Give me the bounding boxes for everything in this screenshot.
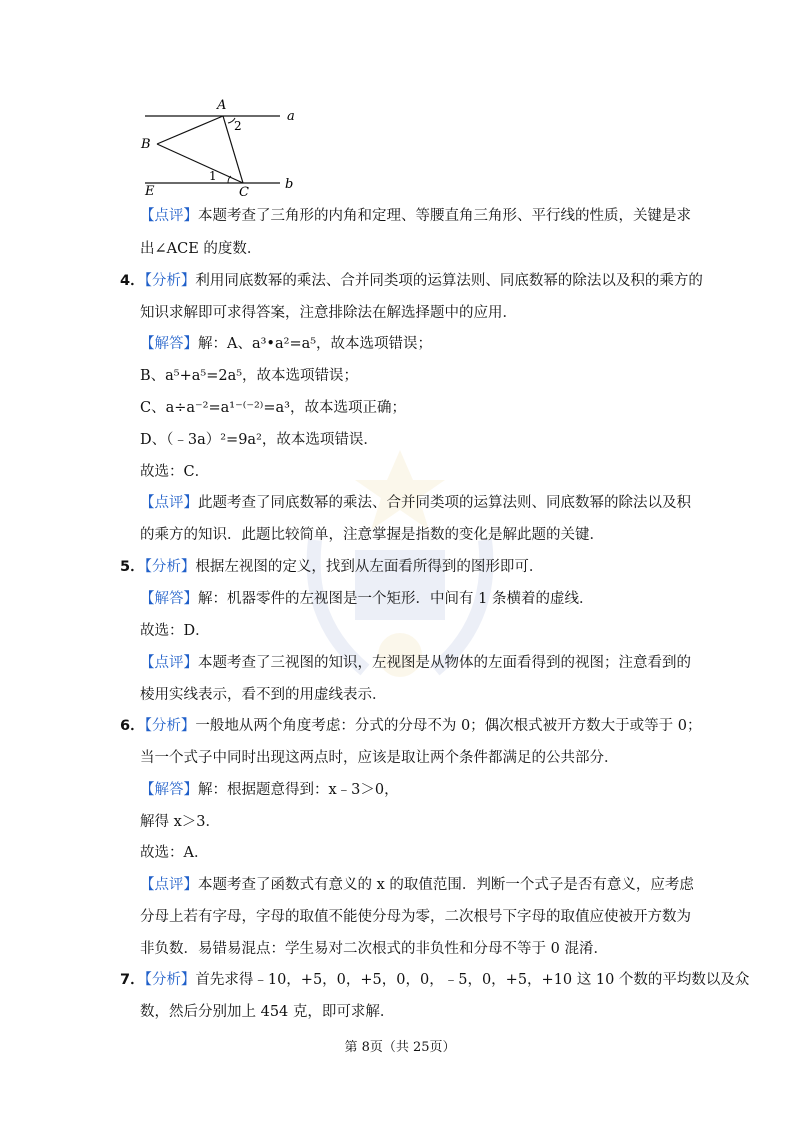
text-line — [140, 621, 210, 641]
text-line — [140, 493, 691, 513]
line-text: 故选：D． — [140, 623, 210, 639]
section-tag: 【点评】 — [140, 877, 198, 893]
line-text: 的乘方的知识．此题比较简单，注意掌握是指数的变化是解此题的关键． — [140, 527, 604, 543]
line-text: 故选：C． — [140, 464, 210, 480]
line-text: 本题考查了三视图的知识，左视图是从物体的左面看得到的视图；注意看到的 — [198, 655, 691, 671]
line-text: 数，然后分别加上 454 克，即可求解． — [140, 1004, 395, 1020]
text-line — [140, 462, 209, 482]
label-two: 2 — [234, 119, 242, 133]
text-line — [140, 206, 691, 226]
line-text: 解：A、a³•a²=a⁵，故本选项错误； — [198, 336, 433, 352]
text-line — [140, 589, 593, 609]
section-tag: 【点评】 — [140, 655, 198, 671]
section-tag: 【解答】 — [140, 782, 198, 798]
section-tag: 【解答】 — [140, 336, 198, 352]
line-text: D、（﹣3a）²=9a²，故本选项错误． — [140, 432, 378, 448]
text-line — [140, 748, 619, 768]
line-text: 知识求解即可求得答案，注意排除法在解选择题中的应用． — [140, 305, 517, 321]
section-tag: 【解答】 — [140, 591, 198, 607]
line-text: 本题考查了三角形的内角和定理、等腰直角三角形、平行线的性质，关键是求 — [198, 208, 691, 224]
text-line — [140, 875, 694, 895]
question-number: 6． — [120, 718, 145, 734]
line-text: 非负数．易错易混点：学生易对二次根式的非负性和分母不等于 0 混淆． — [140, 941, 608, 957]
section-tag: 【分析】 — [144, 718, 196, 734]
text-line — [140, 939, 608, 959]
line-text: 分母上若有字母，字母的取值不能使分母为零，二次根号下字母的取值应使被开方数为 — [140, 909, 691, 925]
line-text: B、a⁵+a⁵=2a⁵，故本选项错误； — [140, 368, 359, 384]
text-line — [140, 843, 208, 863]
text-line — [120, 557, 543, 577]
text-line — [120, 970, 749, 990]
question-number: 5． — [120, 559, 145, 575]
text-line — [140, 430, 378, 450]
text-line — [140, 653, 691, 673]
question-number: 4． — [120, 273, 145, 289]
line-text: 首先求得﹣10，+5，0，+5，0，0，﹣5，0，+5，+10 这 10 个数的平均数以及众 — [195, 972, 750, 988]
line-text: 棱用实线表示，看不到的用虚线表示． — [140, 687, 387, 703]
text-line — [140, 239, 261, 259]
line-text: 解：机器零件的左视图是一个矩形．中间有 1 条横着的虚线． — [198, 591, 594, 607]
section-tag: 【点评】 — [140, 495, 198, 511]
question-number: 7． — [120, 972, 145, 988]
text-line — [140, 525, 604, 545]
label-B: B — [141, 137, 151, 152]
line-text: C、a÷a⁻²=a¹⁻⁽⁻²⁾=a³，故本选项正确； — [140, 400, 406, 416]
text-line — [140, 812, 220, 832]
label-A: A — [217, 98, 227, 113]
page-footer: 第 8页（共 25页） — [344, 1040, 456, 1055]
line-text: 利用同底数幂的乘法、合并同类项的运算法则、同底数幂的除法以及积的乘方的 — [195, 273, 703, 289]
line-text: 解得 x＞3． — [140, 814, 221, 830]
text-line — [120, 716, 702, 736]
text-line — [140, 398, 406, 418]
section-tag: 【分析】 — [144, 559, 196, 575]
label-E: E — [145, 184, 155, 199]
line-text: 解：根据题意得到：x﹣3＞0， — [198, 782, 399, 798]
label-a: a — [287, 109, 295, 124]
geometry-figure — [135, 92, 305, 202]
line-text: 故选：A． — [140, 845, 209, 861]
text-line — [140, 907, 691, 927]
label-b: b — [285, 177, 294, 192]
section-tag: 【点评】 — [140, 208, 198, 224]
text-line — [140, 780, 399, 800]
line-text: 当一个式子中同时出现这两点时，应该是取让两个条件都满足的公共部分． — [140, 750, 619, 766]
text-line — [140, 334, 432, 354]
line-text: 此题考查了同底数幂的乘法、合并同类项的运算法则、同底数幂的除法以及积 — [198, 495, 691, 511]
section-tag: 【分析】 — [144, 972, 196, 988]
text-line — [120, 271, 703, 291]
text-line — [140, 685, 387, 705]
line-text: 出∠ACE 的度数． — [140, 241, 262, 257]
text-line — [140, 366, 358, 386]
label-one: 1 — [209, 169, 217, 183]
label-C: C — [239, 185, 249, 200]
line-text: 本题考查了函数式有意义的 x 的取值范围．判断一个式子是否有意义，应考虑 — [198, 877, 694, 893]
text-line — [140, 303, 517, 323]
section-tag: 【分析】 — [144, 273, 196, 289]
text-line — [140, 1002, 394, 1022]
line-text: 一般地从两个角度考虑：分式的分母不为 0；偶次根式被开方数大于或等于 0； — [195, 718, 702, 734]
line-text: 根据左视图的定义，找到从左面看所得到的图形即可． — [195, 559, 544, 575]
